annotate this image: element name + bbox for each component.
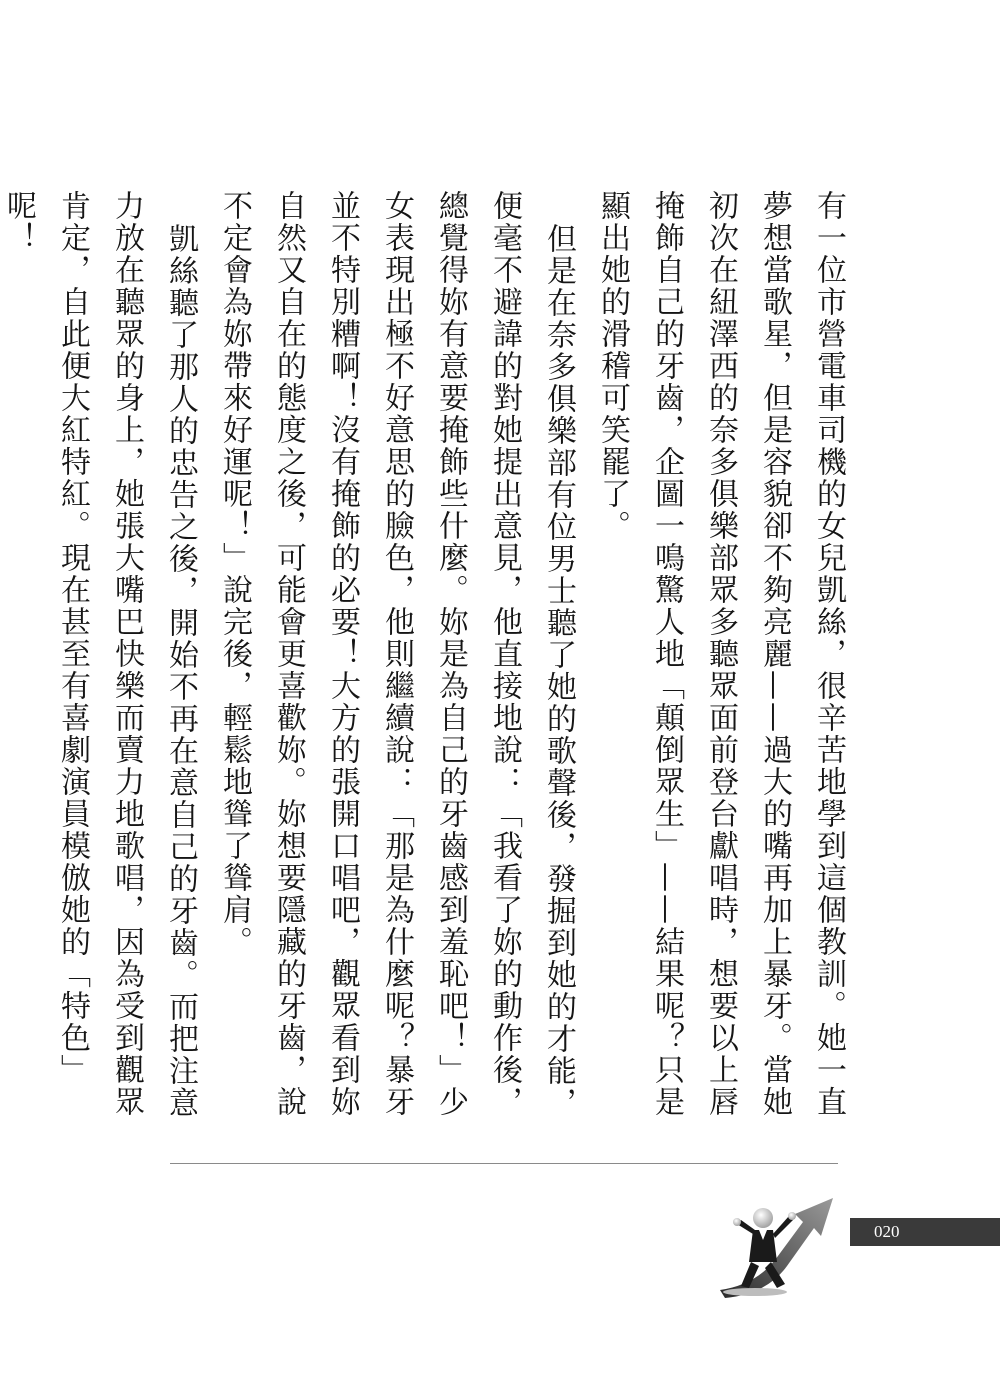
footer-divider xyxy=(170,1163,838,1164)
page-number-badge xyxy=(850,1218,1000,1246)
paragraph-3: 凱絲聽了那人的忠告之後，開始不再在意自己的牙齒。而把注意力放在聽眾的身上，她張大嘴巴快樂而賣力地歌唱，因為受到觀眾肯定，自此便大紅特紅。現在甚至有喜劇演員模倣她的「特色」呢！ xyxy=(1,190,198,1119)
paragraph-2: 但是在奈多俱樂部有位男士聽了她的歌聲後，發掘到她的才能，便毫不避諱的對她提出意見，他直接地說：「我看了妳的動作後，總覺得妳有意要掩飾些什麼。妳是為自己的牙齒感到羞恥吧！」少女表現出極不好意思的臉色，他則繼續說：「那是為什麼呢？暴牙並不特別糟啊！沒有掩飾的必要！大方的張開口唱吧，觀眾看到妳自然又自在的態度之後，可能會更喜歡妳。妳想要隱藏的牙齒，說不定會為妳帶來好運呢！」說完後，輕鬆地聳了聳肩。 xyxy=(217,190,576,1119)
paragraph-1: 有一位市營電車司機的女兒凱絲，很辛苦地學到這個教訓。她一直夢想當歌星，但是容貌卻不夠亮麗——過大的嘴再加上暴牙。當她初次在紐澤西的奈多俱樂部眾多聽眾面前登台獻唱時，想要以上唇掩飾自己的牙齒，企圖一鳴驚人地「顛倒眾生」——結果呢？只是顯出她的滑稽可笑罷了。 xyxy=(595,190,846,1118)
body-text xyxy=(1,190,855,1130)
businessman-arrow-icon xyxy=(715,1190,840,1300)
page-number: 020 xyxy=(874,1222,900,1241)
